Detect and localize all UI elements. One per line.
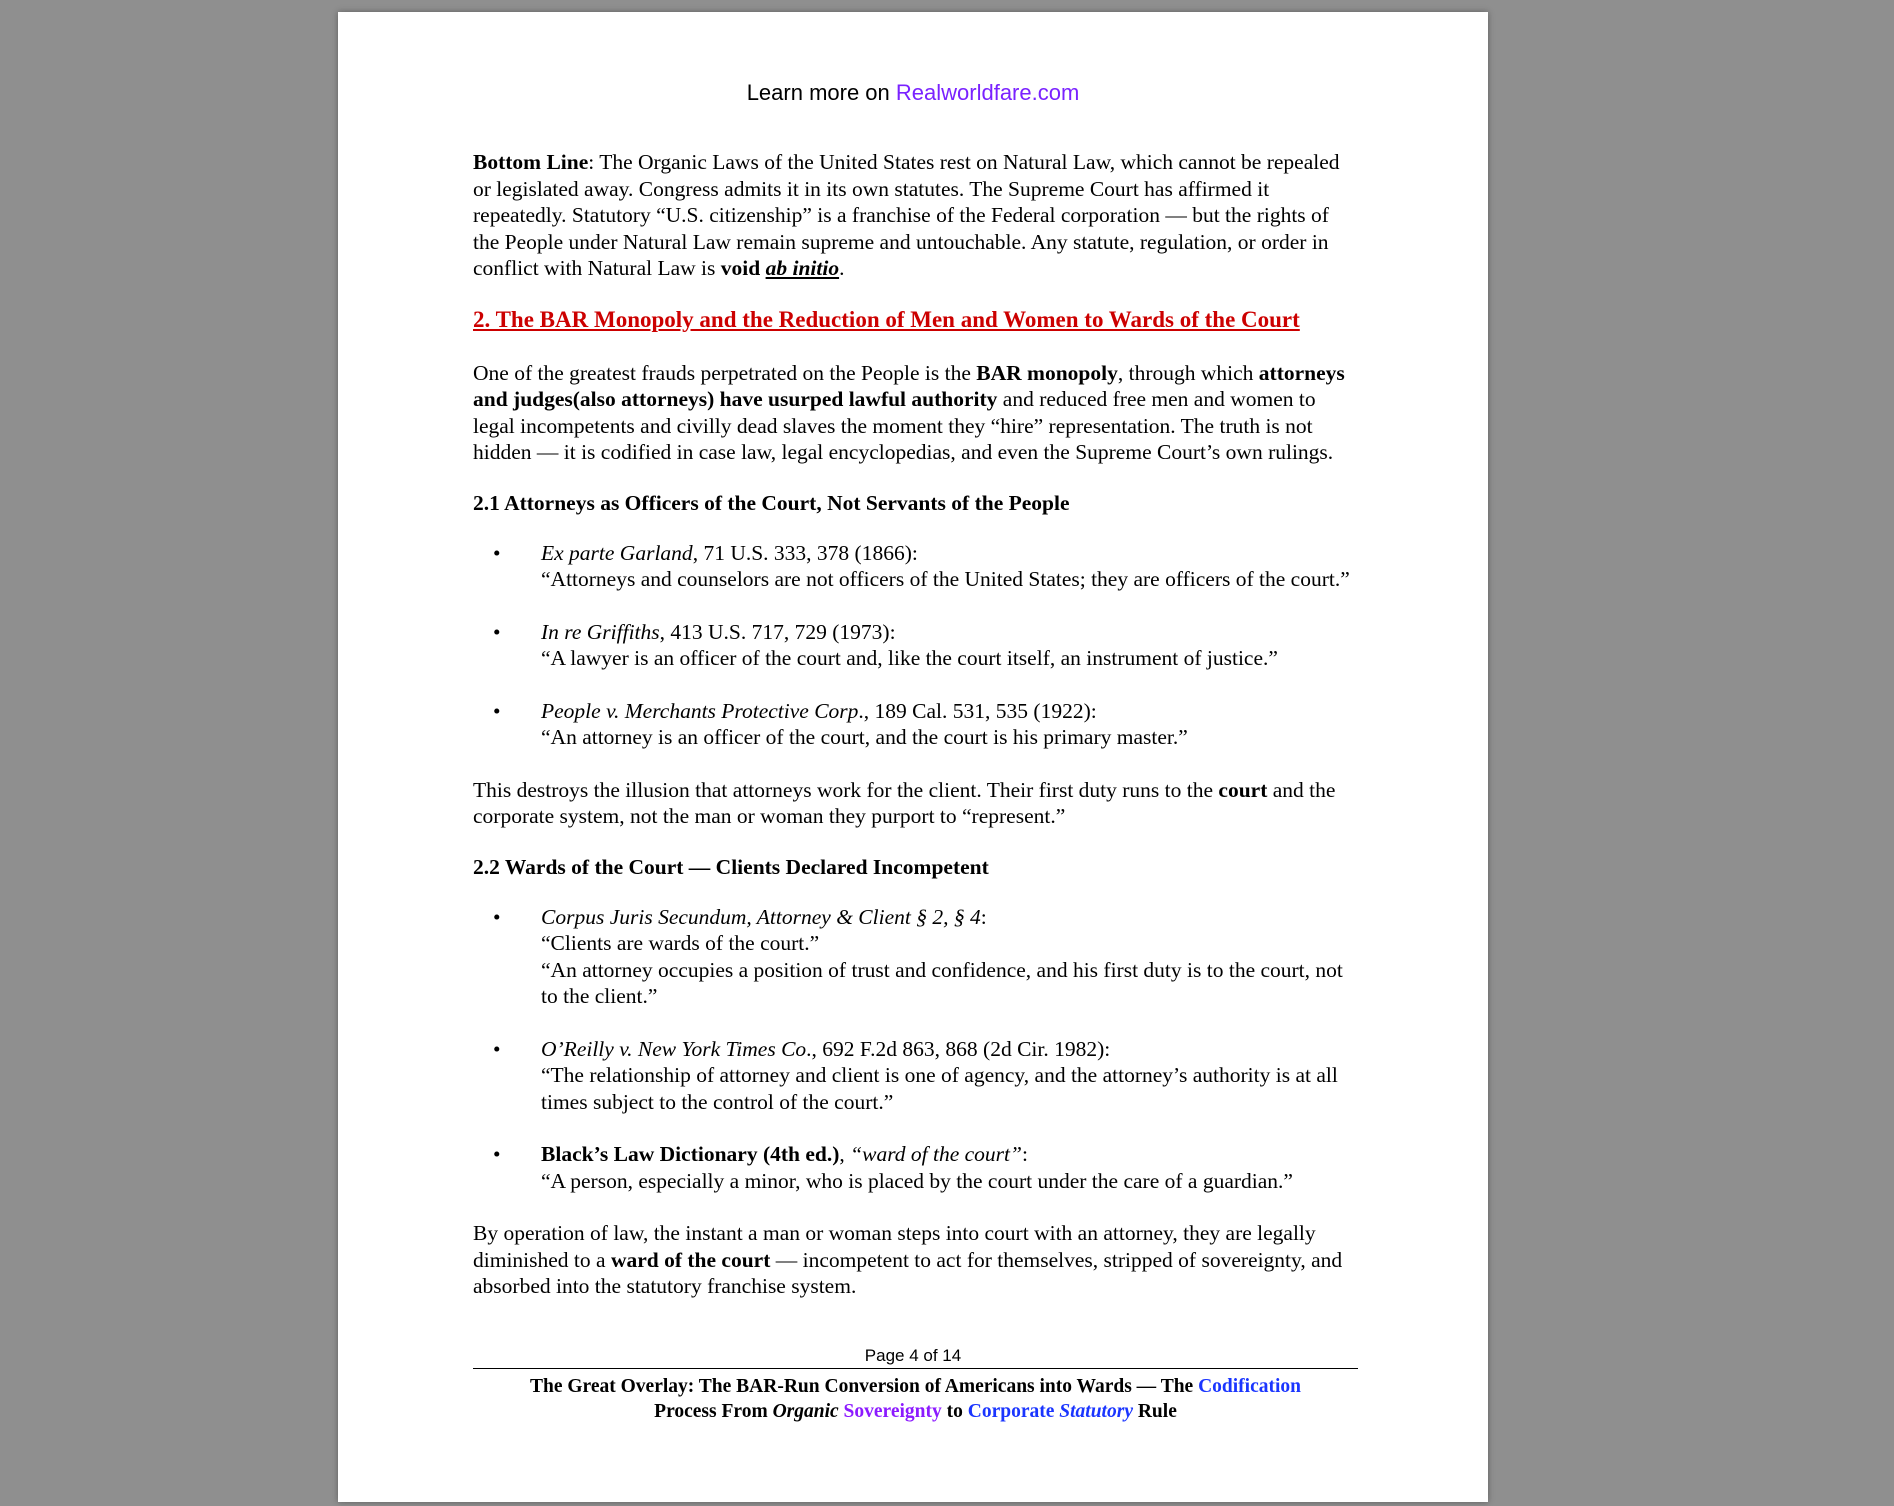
intro-text: , through which — [1117, 360, 1259, 385]
subsection-2-1-heading: 2.1 Attorneys as Officers of the Court, Not Servants of the People — [473, 490, 1070, 515]
footer-sovereignty: Sovereignty — [843, 1401, 942, 1422]
case-quote: “A person, especially a minor, who is placed by the court under the care of a guardian.” — [541, 1168, 1293, 1193]
footer-divider — [473, 1368, 1358, 1369]
intro-text: and reduced free men and women to legal incompetents and civilly dead slaves the moment they “hire” representation. The truth is not hidden — it is codified in case law, legal encyclopedias, and even the Supreme Court’s own rulings. — [473, 387, 1334, 464]
bullet: • — [493, 1142, 501, 1166]
bullet: • — [493, 904, 501, 929]
colon: : — [1021, 1142, 1028, 1166]
footer-codification: Codification — [1198, 1376, 1301, 1397]
bottom-line-label: Bottom Line — [473, 150, 589, 174]
case-name: Corpus Juris Secundum, Attorney & Client § 2, § 4 — [541, 904, 981, 929]
footer-text: Rule — [1132, 1401, 1177, 1422]
bullet: • — [493, 540, 501, 565]
void-text: void — [720, 256, 761, 280]
case-name: People v. Merchants Protective Corp — [541, 698, 859, 723]
document-page — [338, 12, 1488, 1502]
case-quote: “An attorney occupies a position of trust and confidence, and his first duty is to the court, not to the client.” — [541, 957, 1343, 1008]
intro-bold: attorneys and judges(also attorneys) have usurped lawful authority — [473, 360, 1345, 411]
page-header — [338, 80, 1488, 106]
header-prefix: Learn more on — [746, 80, 896, 105]
dictionary-term: “ward of the court” — [850, 1142, 1022, 1166]
list-item — [473, 619, 1358, 672]
case-quote: “A lawyer is an officer of the court and, like the court itself, an instrument of justice.” — [541, 646, 1278, 670]
footer-text: Process From — [654, 1401, 773, 1422]
case-cite: , 71 U.S. 333, 378 (1866): — [692, 540, 918, 565]
ab-initio-text: ab initio — [765, 256, 840, 280]
list-item — [473, 1036, 1358, 1116]
footer-title — [473, 1374, 1358, 1424]
footer-text: The Great Overlay: The BAR-Run Conversion of Americans into Wards — The — [530, 1376, 1199, 1397]
case-cite: , 413 U.S. 717, 729 (1973): — [659, 619, 896, 644]
conclusion-text: and the corporate system, not the man or woman they purport to “represent.” — [473, 777, 1336, 828]
conclusion-bold: court — [1218, 777, 1268, 802]
footer-text: to — [941, 1401, 968, 1422]
list-item — [473, 1141, 1358, 1194]
case-list-2-1 — [473, 540, 1358, 751]
case-name: O’Reilly v. New York Times Co — [541, 1036, 807, 1061]
case-name: Ex parte Garland — [541, 540, 693, 565]
subsection-2-1-conclusion — [473, 777, 1358, 830]
header-link[interactable]: Realworldfare.com — [895, 80, 1080, 105]
conclusion-bold: ward of the court — [610, 1247, 771, 1272]
comma: , — [839, 1142, 851, 1166]
case-cite: : — [980, 904, 987, 929]
case-cite: ., 692 F.2d 863, 868 (2d Cir. 1982): — [806, 1036, 1111, 1061]
case-quote: “The relationship of attorney and client is one of agency, and the attorney’s authority is at all times subject to the control of the court.” — [541, 1063, 1338, 1114]
bullet: • — [493, 1036, 501, 1061]
bottom-line-text: : The Organic Laws of the United States rest on Natural Law, which cannot be repealed or legislated away. Congress admits it in its own statutes. The Supreme Court has affirmed it repeatedly. Statutory “U.S. citizenship” is a franchise of the Federal corporation — but the rights of the People under Natural Law remain supreme and untouchable. Any statute, regulation, or order in conflict with Natural Law is — [473, 150, 1340, 280]
list-item — [473, 904, 1358, 1010]
dictionary-name: Black’s Law Dictionary (4th ed.) — [541, 1142, 840, 1166]
case-list-2-2 — [473, 904, 1358, 1195]
footer-statutory: Statutory — [1059, 1401, 1133, 1422]
page-body — [473, 149, 1358, 1300]
intro-text: One of the greatest frauds perpetrated on the People is the — [473, 360, 977, 385]
list-item — [473, 698, 1358, 751]
bullet: • — [493, 698, 501, 723]
subsection-2-2-heading: 2.2 Wards of the Court — Clients Declared Incompetent — [473, 854, 989, 879]
footer-organic: Organic — [772, 1401, 839, 1422]
conclusion-text: By operation of law, the instant a man or woman steps into court with an attorney, they are legally diminished to a — [473, 1221, 1316, 1272]
section-2-heading: 2. The BAR Monopoly and the Reduction of Men and Women to Wards of the Court — [473, 306, 1300, 332]
case-cite: ., 189 Cal. 531, 535 (1922): — [858, 698, 1097, 723]
case-quote: “An attorney is an officer of the court, and the court is his primary master.” — [541, 725, 1188, 749]
intro-bold: BAR monopoly — [976, 360, 1118, 385]
footer-corporate: Corporate — [967, 1401, 1055, 1422]
list-item — [473, 540, 1358, 593]
section-2-intro — [473, 360, 1358, 466]
page-number: Page 4 of 14 — [864, 1346, 962, 1365]
subsection-2-2-conclusion — [473, 1220, 1358, 1300]
case-quote: “Attorneys and counselors are not officers of the United States; they are officers of the court.” — [541, 567, 1350, 591]
case-quote: “Clients are wards of the court.” — [541, 931, 820, 955]
period: . — [839, 256, 845, 280]
conclusion-text: — incompetent to act for themselves, stripped of sovereignty, and absorbed into the statutory franchise system. — [473, 1247, 1343, 1298]
case-name: In re Griffiths — [541, 619, 660, 644]
conclusion-text: This destroys the illusion that attorneys work for the client. Their first duty runs to the — [473, 777, 1219, 802]
bottom-line-paragraph — [473, 149, 1358, 282]
bullet: • — [493, 619, 501, 644]
